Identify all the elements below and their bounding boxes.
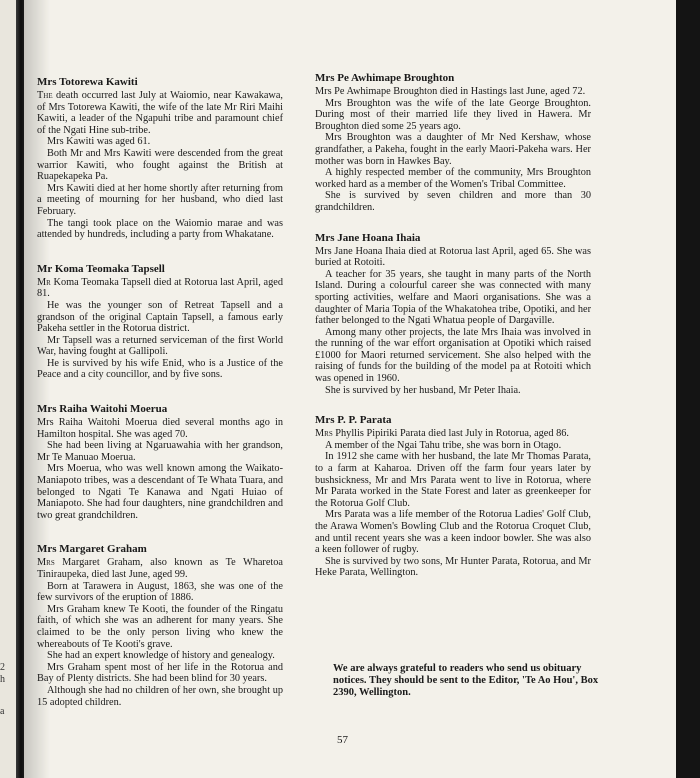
obituary-totorewa-kawiti (37, 76, 283, 241)
obituary-paragraph: Mrs Broughton was the wife of the late George Broughton. During most of their married life they lived in Hawera. Mr Broughton died some 25 years ago. (315, 97, 591, 132)
obituary-paragraph: Mrs Phyllis Pipiriki Parata died last July in Rotorua, aged 86. (315, 428, 569, 440)
readers-notice: We are always grateful to readers who send us obituary notices. They should be sent to the Editor, 'Te Ao Hou', Box 2390, Wellington. (333, 663, 599, 698)
obituary-paragraph: The tangi took place on the Waiomio marae and was attended by hundreds, including a party from Whakatane. (37, 217, 283, 241)
obituary-paragraph: Mrs Moerua, who was well known among the Waikato-Maniapoto tribes, was a descendant of Te Whata Tuara, and belonged to Ngati Te Kanawa and Ngati Huiao of Maniapoto. She had four daughters, nine grandchildren and two great grandchildren. (37, 463, 283, 521)
obituary-paragraph: Mr Tapsell was a returned serviceman of the first World War, having fought at Gallipoli. (37, 334, 283, 358)
obituary-paragraph: In 1912 she came with her husband, the late Mr Thomas Parata, to a farm at Kaharoa. Driven off the farm four years later by bushsickness, Mr and Mrs Parata went to live in Rotorua, where Mr Parata worked in the State Forest and later as greenkeeper for the Rotorua Golf Club. (315, 451, 591, 509)
obituary-title: Mrs P. P. Parata (315, 414, 392, 427)
obituary-paragraph: Mrs Kawiti died at her home shortly after returning from a meeting of mourning for her husband, who died last February. (37, 182, 283, 217)
obituary-paragraph: Among many other projects, the late Mrs Ihaia was involved in the running of the war effort organisation at Opotiki which raised £1000 for Maori returned servicement. She also helped with the raising of funds for the building of the model pa at Rotoiti which was opened in 1960. (315, 326, 591, 385)
page-57 (24, 0, 676, 778)
obituary-title: Mr Koma Teomaka Tapsell (37, 262, 165, 275)
obituary-pe-broughton (315, 72, 591, 214)
obituary-pp-parata (315, 414, 591, 579)
obituary-paragraph: He was the younger son of Retreat Tapsell and a grandson of the original Captain Tapsell, a famous early Pakeha settler in the Rotorua district. (37, 299, 283, 335)
obituary-paragraph: She is survived by her husband, Mr Peter Ihaia. (325, 384, 521, 396)
obituary-raiha-moerua (37, 403, 283, 521)
obituary-paragraph: She is survived by two sons, Mr Hunter Parata, Rotorua, and Mr Heke Parata, Wellington. (315, 555, 591, 579)
obituary-jane-ihaia (315, 232, 591, 397)
previous-page-edge (0, 0, 16, 778)
obituary-title: Mrs Jane Hoana Ihaia (315, 231, 421, 244)
scan-background-right (676, 0, 700, 778)
obituary-paragraph: Born at Tarawera in August, 1863, she was one of the few survivors of the eruption of 1886. (37, 580, 283, 604)
obituary-paragraph: A member of the Ngai Tahu tribe, she was born in Otago. (325, 439, 562, 451)
obituary-paragraph: She had an expert knowledge of history and genealogy. (47, 650, 275, 662)
obituary-title: Mrs Raiha Waitohi Moerua (37, 403, 168, 416)
obituary-paragraph: Mrs Graham spent most of her life in the Rotorua and Bay of Plenty districts. She had been blind for 30 years. (37, 661, 283, 685)
book-spine (16, 0, 24, 778)
obituary-paragraph: A highly respected member of the community, Mrs Broughton worked hard as a member of the Women's Tribal Committee. (315, 167, 591, 190)
obituary-paragraph: Mrs Kawiti was aged 61. (47, 136, 151, 148)
obituary-paragraph: Mrs Raiha Waitohi Moerua died several months ago in Hamilton hospital. She was aged 70. (37, 417, 283, 440)
obituary-paragraph: Mrs Graham knew Te Kooti, the founder of the Ringatu faith, of which she was an adherent for many years. She claimed to be the only person living who knew the whereabouts of Te Kooti's grave. (37, 603, 283, 650)
obituary-paragraph: Mrs Jane Hoana Ihaia died at Rotorua last April, aged 65. She was buried at Rotoiti. (315, 245, 591, 269)
obituary-paragraph: She had been living at Ngaruawahia with her grandson, Mr Te Manuao Moerua. (37, 440, 283, 463)
page-number: 57 (337, 734, 348, 746)
obituary-title: Mrs Totorewa Kawiti (37, 76, 138, 88)
obituary-paragraph: Mrs Parata was a life member of the Rotorua Ladies' Golf Club, the Arawa Women's Bowling Club and the Rotorua Croquet Club, and until recent years she was a keen indoor bowler. She was also a keen follower of rugby. (315, 509, 591, 556)
obituary-paragraph: The death occurred last July at Waiomio, near Kawakawa, of Mrs Totorewa Kawiti, the wife of the late Mr Riri Maihi Kawiti, a leader of the Ngapuhi tribe and paramount chief of the Ngati Hine sub-tribe. (37, 90, 283, 136)
obituary-paragraph: Both Mr and Mrs Kawiti were descended from the great warrior Kawiti, who fought against the British at Ruapekapeka Pa. (37, 147, 283, 183)
obituary-paragraph: She is survived by seven children and more than 30 grandchildren. (315, 190, 591, 213)
margin-fragment: a (0, 706, 5, 717)
obituary-paragraph: Although she had no children of her own, she brought up 15 adopted children. (37, 684, 283, 708)
obituary-koma-tapsell (37, 263, 283, 381)
obituary-paragraph: Mrs Pe Awhimape Broughton died in Hastings last June, aged 72. (315, 86, 586, 97)
obituary-title: Mrs Pe Awhimape Broughton (315, 72, 455, 84)
margin-fragment: 2 (0, 662, 5, 673)
obituary-paragraph: A teacher for 35 years, she taught in many parts of the North Island. During a colourful career she was connected with many sporting activities, welfare and Maori organisations. She was a daughter of Maria Topia of the Whakatohea tribe, Opotiki, and her father belonged to the Ngati Whatua people of Dargaville. (315, 268, 591, 327)
margin-fragment: h (0, 674, 5, 685)
obituary-paragraph: Mrs Margaret Graham, also known as Te Wharetoa Tiniraupeka, died last June, aged 99. (37, 557, 283, 580)
obituary-margaret-graham (37, 543, 283, 708)
obituary-paragraph: Mrs Broughton was a daughter of Mr Ned Kershaw, whose grandfather, a Pakeha, fought in the early Maori-Pakeha wars. Her mother was born in Hawkes Bay. (315, 132, 591, 167)
obituary-paragraph: Mr Koma Teomaka Tapsell died at Rotorua last April, aged 81. (37, 276, 283, 300)
obituary-paragraph: He is survived by his wife Enid, who is a Justice of the Peace and a city councillor, and by five sons. (37, 357, 283, 381)
right-column (315, 72, 591, 597)
left-column (37, 76, 283, 730)
obituary-title: Mrs Margaret Graham (37, 543, 147, 556)
